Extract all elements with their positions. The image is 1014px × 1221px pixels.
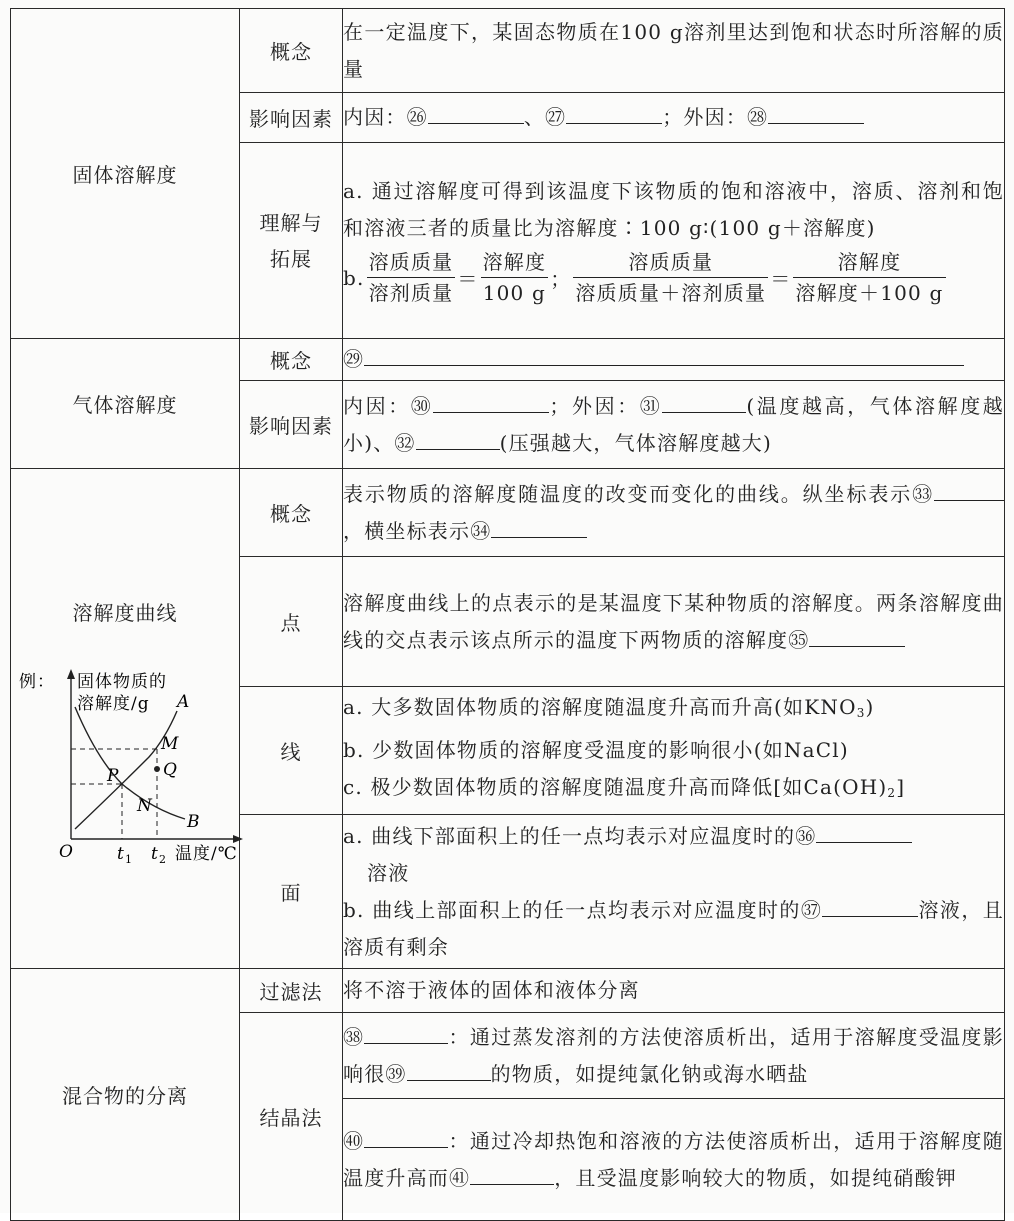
label-t1-sub: 1 <box>125 853 133 866</box>
curve-concept-label-text: 概念 <box>270 502 312 526</box>
crystal2-part1: ㊵ <box>343 1128 365 1153</box>
fraction-solubility-over-100g <box>481 247 549 308</box>
label-t2: t <box>151 844 159 864</box>
frac2-denominator: 100 g <box>482 281 547 305</box>
line-c-subscript: 2 <box>887 786 897 800</box>
gas-concept-row <box>11 339 1005 381</box>
semicolon: ； <box>550 267 572 291</box>
gas-concept-label <box>240 339 343 381</box>
graph-ylabel-2: 溶解度/g <box>77 694 150 714</box>
gas-factors-label-text: 影响因素 <box>249 414 333 438</box>
surface-item-a <box>343 818 1004 892</box>
frac2-numerator: 溶解度 <box>481 247 549 278</box>
item-b-prefix: b. <box>343 265 365 290</box>
solid-factors-part1: 内因：㉖ <box>343 105 428 129</box>
solid-understand-label-text: 理解与拓展 <box>259 210 323 271</box>
fraction-solute-over-solvent <box>367 247 456 308</box>
blank-38[interactable] <box>364 1021 448 1044</box>
blank-32[interactable] <box>416 427 500 450</box>
fraction-solubility-over-total <box>793 247 945 308</box>
solid-concept-body: 在一定温度下，某固态物质在100 g溶剂里达到饱和状态时所溶解的质量 <box>343 19 1004 81</box>
solubility-curve-cell <box>11 469 240 969</box>
frac1-denominator: 溶剂质量 <box>368 281 454 305</box>
blank-28[interactable] <box>768 101 864 124</box>
curve-concept-part1: 表示物质的溶解度随温度的改变而变化的曲线。纵坐标表示㉝ <box>343 481 934 506</box>
filter-text <box>343 969 1005 1013</box>
solid-factors-part2: 、㉗ <box>523 105 567 129</box>
curve-concept-part2: ，横坐标表示㉞ <box>343 518 492 543</box>
blank-39[interactable] <box>407 1058 491 1081</box>
label-p: P <box>107 766 120 786</box>
solubility-graph <box>17 669 247 879</box>
line-a-part2: ) <box>865 695 875 719</box>
curve-a <box>75 711 180 829</box>
solid-concept-label-text: 概念 <box>270 40 312 64</box>
line-item-c <box>343 769 1004 812</box>
understand-item-a: a. 通过溶解度可得到该温度下该物质的饱和溶液中，溶质、溶剂和饱和溶液三者的质量比为溶解度∶100 g∶(100 g＋溶解度) <box>343 179 1004 240</box>
curve-concept-row <box>11 469 1005 557</box>
blank-34[interactable] <box>491 515 587 538</box>
crystal2-part2: ：通过冷却热饱和溶液的方法使溶质析出，适用于溶解度随温度升高而㊶ <box>343 1128 1004 1190</box>
equals-sign-2: ＝ <box>770 267 792 291</box>
blank-40[interactable] <box>364 1125 448 1148</box>
crystal-label-text: 结晶法 <box>259 1106 323 1130</box>
understand-item-b <box>343 247 1004 308</box>
blank-27[interactable] <box>566 101 662 124</box>
solid-understand-text <box>343 143 1005 339</box>
frac1-numerator: 溶质质量 <box>367 247 456 278</box>
blank-35[interactable] <box>809 624 905 647</box>
point-q-dot <box>154 766 160 772</box>
label-origin: O <box>59 842 74 862</box>
curve-line-text <box>343 687 1005 815</box>
curve-cell-wrap <box>11 469 239 967</box>
graph-ylabel-1: 固体物质的 <box>77 672 167 692</box>
equals-sign-1: ＝ <box>457 267 479 291</box>
solid-factors-label <box>240 93 343 143</box>
curve-title: 溶解度曲线 <box>72 601 178 625</box>
gas-concept-label-text: 概念 <box>270 349 312 373</box>
label-b: B <box>187 812 201 832</box>
surface-b-part1: b. 曲线上部面积上的任一点均表示对应温度时的㊲ <box>343 897 823 922</box>
gas-concept-num: ㉙ <box>343 347 365 371</box>
line-c-part2: ] <box>896 775 906 799</box>
surface-b-part2: 溶液，且溶质有剩余 <box>343 897 1004 959</box>
solid-solubility-title <box>11 9 240 339</box>
curve-surface-text <box>343 815 1005 969</box>
gas-factors-part1: 内因：㉚ <box>343 393 434 418</box>
gas-factors-part2: ；外因：㉛ <box>549 393 663 418</box>
mixture-title-text: 混合物的分离 <box>62 1084 188 1108</box>
blank-30[interactable] <box>433 390 549 413</box>
blank-37[interactable] <box>822 894 918 917</box>
frac4-numerator: 溶解度 <box>793 247 945 278</box>
label-t1: t <box>117 844 125 864</box>
label-a: A <box>177 692 191 712</box>
gas-factors-part4: (压强越大，气体溶解度越大) <box>499 430 773 455</box>
graph-svg <box>17 669 247 879</box>
line-item-a <box>343 689 1004 732</box>
frac4-denominator: 溶解度＋100 g <box>795 281 944 305</box>
curve-concept-label <box>240 469 343 557</box>
crystal-cooling-text <box>343 1099 1005 1221</box>
curve-line-label-text: 线 <box>280 740 302 764</box>
solid-title-text: 固体溶解度 <box>72 163 178 187</box>
curve-point-body: 溶解度曲线上的点表示的是某温度下某种物质的溶解度。两条溶解度曲线的交点表示该点所示的温度下两物质的溶解度㉟ <box>343 590 1004 652</box>
solid-understand-label <box>240 143 343 339</box>
curve-concept-text <box>343 469 1005 557</box>
curve-line-label <box>240 687 343 815</box>
filter-body: 将不溶于液体的固体和液体分离 <box>343 978 640 1002</box>
surface-a-part1: a. 曲线下部面积上的任一点均表示对应温度时的㊱ <box>343 823 817 848</box>
crystal1-part1: ㊳ <box>343 1024 365 1049</box>
blank-31[interactable] <box>662 390 746 413</box>
blank-41[interactable] <box>470 1162 554 1185</box>
gas-concept-text <box>343 339 1005 381</box>
frac3-denominator: 溶质质量＋溶剂质量 <box>575 281 767 305</box>
solid-concept-label <box>240 9 343 93</box>
crystal-label <box>240 1013 343 1221</box>
gas-solubility-title <box>11 339 240 469</box>
curve-point-text <box>343 557 1005 687</box>
mixture-filter-row <box>11 969 1005 1013</box>
curve-point-label <box>240 557 343 687</box>
filter-label-text: 过滤法 <box>259 980 323 1004</box>
x-axis-arrow-icon <box>233 835 243 843</box>
solid-factors-part3: ；外因：㉘ <box>662 105 769 129</box>
crystal1-part3: 的物质，如提纯氯化钠或海水晒盐 <box>490 1061 809 1086</box>
gas-factors-text <box>343 381 1005 469</box>
y-axis-arrow-icon <box>67 669 75 679</box>
label-n: N <box>137 796 153 816</box>
crystal1-part2: ：通过蒸发溶剂的方法使溶质析出，适用于溶解度受温度影响很㊴ <box>343 1024 1004 1086</box>
line-c-part1: c. 极少数固体物质的溶解度随温度升高而降低[如Ca(OH) <box>343 775 888 799</box>
line-item-b: b. 少数固体物质的溶解度受温度的影响很小(如NaCl) <box>343 738 849 762</box>
graph-example-label: 例： <box>19 672 55 692</box>
label-t2-sub: 2 <box>159 853 167 866</box>
solid-concept-row <box>11 9 1005 93</box>
solid-factors-label-text: 影响因素 <box>249 107 333 131</box>
gas-factors-label <box>240 381 343 469</box>
label-q: Q <box>163 760 178 780</box>
surface-item-b <box>343 892 1004 966</box>
surface-a-part2: 溶液 <box>367 860 410 885</box>
solid-concept-text <box>343 9 1005 93</box>
crystal-evaporation-text <box>343 1013 1005 1099</box>
blank-33[interactable] <box>934 478 1004 501</box>
blank-29[interactable] <box>364 343 964 366</box>
solid-factors-text <box>343 93 1005 143</box>
graph-xlabel: 温度/℃ <box>175 844 238 864</box>
line-a-part1: a. 大多数固体物质的溶解度随温度升高而升高(如KNO <box>343 695 857 719</box>
filter-label <box>240 969 343 1013</box>
blank-36[interactable] <box>816 820 912 843</box>
curve-surface-label-text: 面 <box>280 881 302 905</box>
line-a-subscript: 3 <box>856 706 866 720</box>
frac3-numerator: 溶质质量 <box>573 247 768 278</box>
mixture-separation-title <box>11 969 240 1221</box>
gas-title-text: 气体溶解度 <box>72 393 178 417</box>
curve-surface-label <box>240 815 343 969</box>
curve-point-label-text: 点 <box>280 611 302 635</box>
knowledge-table <box>10 8 1005 1221</box>
label-m: M <box>161 734 180 754</box>
blank-26[interactable] <box>428 101 524 124</box>
gas-factors-part3: (温度越高，气体溶解度越小)、㉜ <box>343 393 1005 455</box>
crystal2-part3: ，且受温度影响较大的物质，如提纯硝酸钾 <box>554 1165 958 1190</box>
fraction-solute-over-solution <box>573 247 768 308</box>
